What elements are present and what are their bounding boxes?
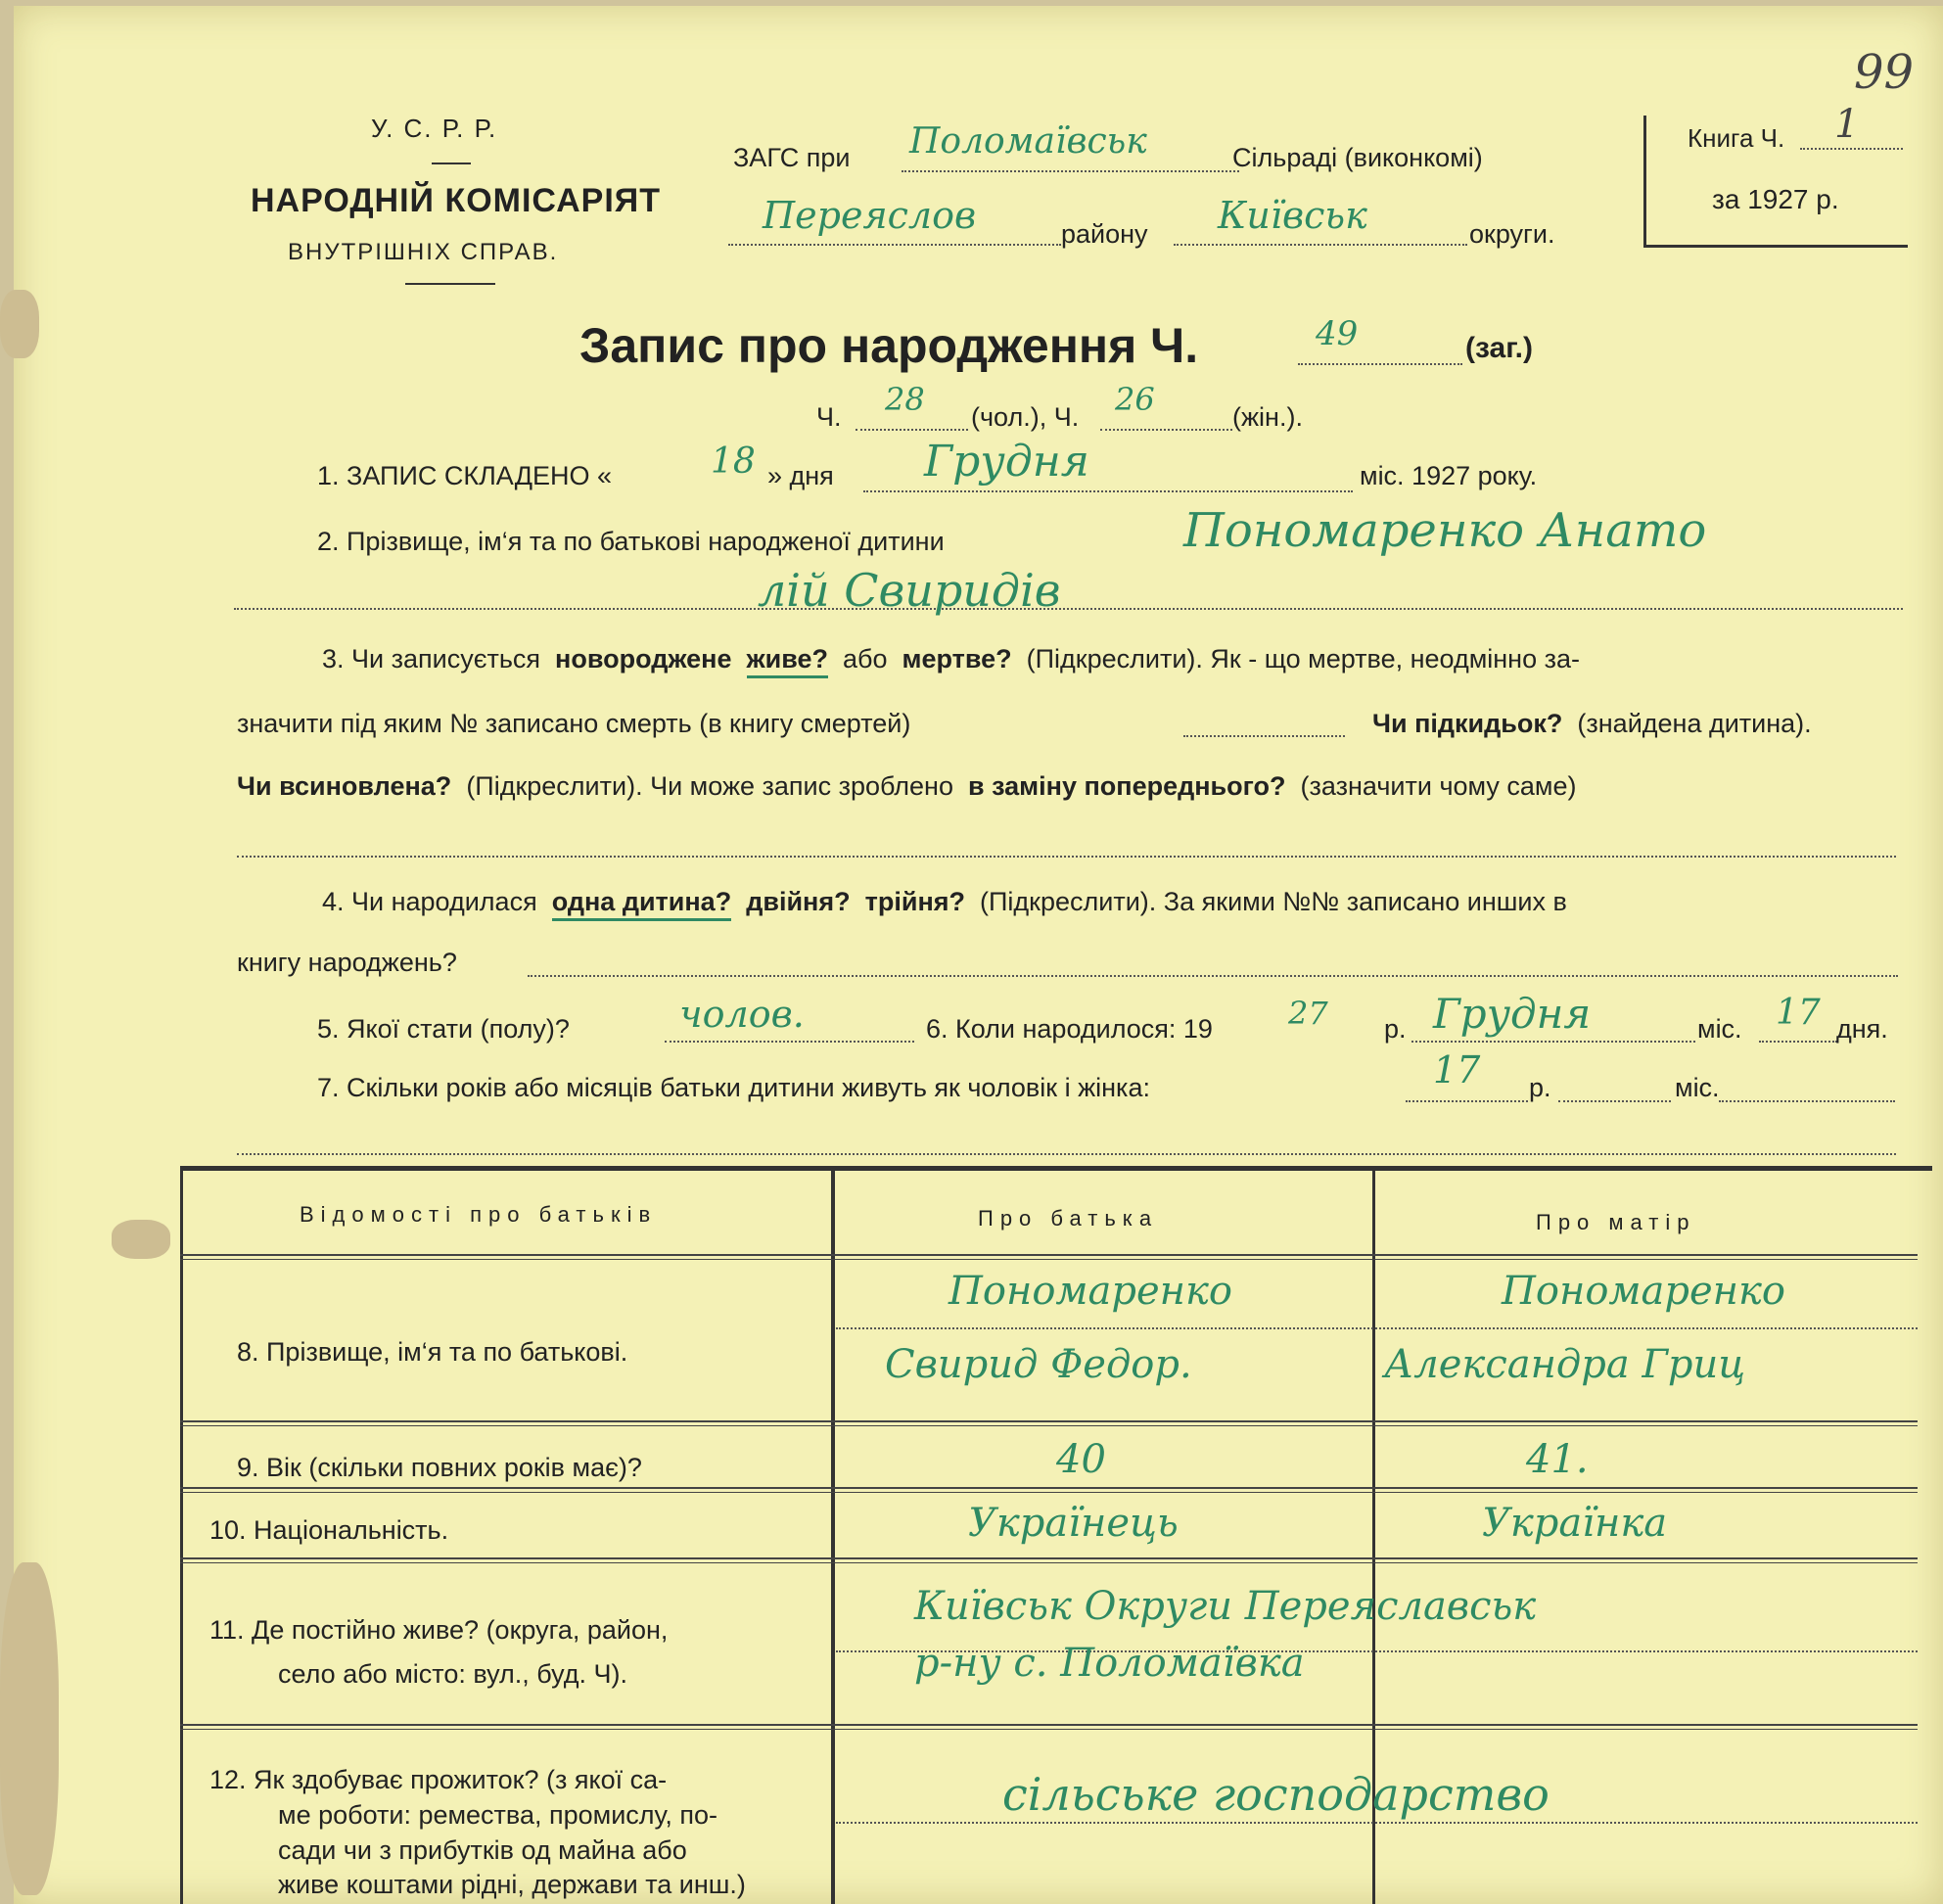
row11-label-line-1: 11. Де постійно живе? (округа, район, bbox=[209, 1615, 669, 1645]
q3-adopted: Чи всиновлена? bbox=[237, 771, 452, 801]
okrug-field bbox=[1174, 244, 1467, 246]
district-value: Переяслов bbox=[763, 194, 977, 237]
q3-t1: 3. Чи записується bbox=[322, 644, 541, 673]
q1-prefix: 1. ЗАПИС СКЛАДЕНО « bbox=[317, 461, 613, 490]
table-header-info: Відомості про батьків bbox=[300, 1202, 658, 1227]
q2-answer-field bbox=[234, 608, 1903, 610]
row10-father-nationality: Українець bbox=[968, 1501, 1179, 1546]
divider bbox=[432, 163, 471, 164]
q3-newborn: новороджене bbox=[555, 644, 732, 673]
table-header-mother: Про матір bbox=[1536, 1210, 1696, 1234]
q6-month-field bbox=[1411, 1041, 1695, 1043]
district-field bbox=[728, 244, 1061, 246]
divider bbox=[405, 283, 495, 285]
row11-label-line-2: село або місто: вул., буд. Ч). bbox=[278, 1659, 627, 1689]
q6-month: Грудня bbox=[1433, 990, 1592, 1038]
q7-months-suffix: міс. bbox=[1675, 1073, 1720, 1102]
row8-subline bbox=[836, 1327, 1918, 1329]
page-number: 99 bbox=[1854, 45, 1915, 100]
q1-suffix: міс. 1927 року. bbox=[1360, 461, 1538, 490]
paper-stain bbox=[112, 1220, 170, 1259]
book-year: за 1927 р. bbox=[1712, 184, 1839, 214]
q6-day: 17 bbox=[1776, 993, 1821, 1033]
q3-text-3 bbox=[1372, 709, 1812, 739]
row8-mother-line-2: Александра Гриц bbox=[1384, 1342, 1746, 1387]
row11-residence-line-1: Київськ Округи Переяславськ bbox=[914, 1584, 1537, 1629]
row8-label: 8. Прізвище, ім‘я та по батькові. bbox=[237, 1337, 628, 1367]
row12-label-line-3: сади чи з прибутків од майна або bbox=[278, 1835, 687, 1865]
council-suffix: Сільраді (виконкомі) bbox=[1232, 143, 1483, 172]
q3-text-2 bbox=[237, 709, 910, 739]
q3-t9: (знайдена дитина). bbox=[1577, 709, 1812, 738]
row11-residence-line-2: р-ну с. Поломаївка bbox=[914, 1641, 1305, 1686]
male-count-prefix: Ч. bbox=[816, 402, 842, 432]
q1-mid: » дня bbox=[767, 461, 834, 490]
row9-label: 9. Вік (скільки повних років має)? bbox=[237, 1453, 642, 1482]
q3-death-number-field bbox=[1183, 735, 1345, 737]
q5-answer-field bbox=[665, 1041, 914, 1043]
q6-day-field bbox=[1759, 1041, 1837, 1043]
q3-reason-field bbox=[237, 856, 1896, 858]
q1-month-field bbox=[863, 490, 1353, 492]
q1-month-value: Грудня bbox=[924, 437, 1089, 487]
male-count-value: 28 bbox=[885, 381, 925, 418]
q3-or: або bbox=[843, 644, 888, 673]
okrug-value: Київськ bbox=[1218, 194, 1367, 237]
paper-stain bbox=[0, 290, 39, 358]
q4-t5: (Підкреслити). За якими №№ записано инших в bbox=[980, 887, 1567, 916]
q4-triplets: трійня? bbox=[864, 887, 966, 916]
record-title-suffix: (заг.) bbox=[1465, 332, 1534, 364]
q7-months-field-end bbox=[1719, 1100, 1895, 1102]
birth-record-sheet bbox=[14, 6, 1943, 1904]
book-box-border bbox=[1643, 116, 1646, 248]
village-council-field bbox=[902, 170, 1239, 172]
village-council-value: Поломаївськ bbox=[909, 121, 1147, 162]
q6-day-suffix: дня. bbox=[1836, 1014, 1888, 1044]
record-number-field bbox=[1298, 363, 1462, 365]
district-label: району bbox=[1061, 219, 1148, 249]
table-row-divider bbox=[180, 1420, 1918, 1426]
q4-text-2: книгу народжень? bbox=[237, 948, 457, 977]
table-row-divider bbox=[180, 1487, 1918, 1493]
q4-twins: двійня? bbox=[746, 887, 851, 916]
okrug-label: округи. bbox=[1469, 219, 1555, 249]
ministry-name: НАРОДНІЙ КОМІСАРІЯТ bbox=[251, 182, 661, 219]
row8-mother-line-1: Пономаренко bbox=[1502, 1269, 1785, 1314]
table-column-divider bbox=[831, 1171, 835, 1904]
row12-occupation: сільське господарство bbox=[1002, 1768, 1550, 1821]
state-name: У. С. Р. Р. bbox=[371, 114, 498, 143]
q3-text-4 bbox=[237, 771, 1576, 802]
q7-years-suffix: р. bbox=[1529, 1073, 1551, 1102]
book-number-value: 1 bbox=[1834, 102, 1860, 147]
q3-dead: мертве? bbox=[902, 644, 1012, 673]
q5-answer: чолов. bbox=[679, 993, 805, 1036]
q3-text-1 bbox=[322, 644, 1580, 674]
record-title: Запис про народження Ч. bbox=[579, 318, 1199, 373]
record-number-value: 49 bbox=[1316, 314, 1359, 353]
q3-t11: (Підкреслити). Чи може запис зроблено bbox=[466, 771, 953, 801]
q5-question: 5. Якої стати (полу)? bbox=[317, 1014, 570, 1044]
q4-text-1 bbox=[322, 887, 1567, 917]
q3-t7: значити під яким № записано смерть (в книгу смертей) bbox=[237, 709, 911, 738]
female-count-field bbox=[1100, 429, 1232, 431]
row12-label-line-2: ме роботи: ремества, промислу, по- bbox=[278, 1800, 717, 1830]
table-row-divider bbox=[180, 1557, 1918, 1563]
male-count-field bbox=[856, 429, 968, 431]
q7-extra-field bbox=[237, 1153, 1896, 1155]
row10-label: 10. Національність. bbox=[209, 1515, 449, 1545]
table-header-father: Про батька bbox=[978, 1206, 1159, 1231]
q7-months-field bbox=[1558, 1100, 1671, 1102]
row9-father-age: 40 bbox=[1056, 1437, 1106, 1482]
female-count-suffix: (жін.). bbox=[1232, 402, 1303, 432]
q7-years-field bbox=[1406, 1100, 1528, 1102]
row8-father-line-1: Пономаренко bbox=[948, 1269, 1232, 1314]
q2-answer-line-1: Пономаренко Анато bbox=[1183, 503, 1707, 558]
q3-alive-underlined: живе? bbox=[747, 644, 829, 678]
q3-t13: (зазначити чому саме) bbox=[1300, 771, 1577, 801]
q3-foundling: Чи підкидьок? bbox=[1372, 709, 1563, 738]
row12-label-line-1: 12. Як здобуває прожиток? (з якої са- bbox=[209, 1765, 668, 1794]
q6-year: 27 bbox=[1288, 995, 1328, 1032]
table-row-divider bbox=[180, 1724, 1918, 1730]
q3-t6: (Підкреслити). Як - що мертве, неодмінно за- bbox=[1026, 644, 1580, 673]
q6-question: 6. Коли народилося: 19 bbox=[926, 1014, 1213, 1044]
female-count-value: 26 bbox=[1115, 381, 1155, 418]
row9-mother-age: 41. bbox=[1526, 1437, 1589, 1482]
row12-subline bbox=[836, 1822, 1918, 1824]
q4-numbers-field bbox=[528, 975, 1898, 977]
book-box-border bbox=[1643, 245, 1908, 248]
q3-replacement: в заміну попереднього? bbox=[968, 771, 1286, 801]
book-label: Книга Ч. bbox=[1688, 123, 1785, 153]
q6-year-suffix: р. bbox=[1384, 1014, 1407, 1044]
row10-mother-nationality: Українка bbox=[1482, 1501, 1668, 1546]
ministry-department: ВНУТРІШНІХ СПРАВ. bbox=[288, 239, 559, 265]
q6-month-suffix: міс. bbox=[1697, 1014, 1742, 1044]
zags-prefix: ЗАГС при bbox=[733, 143, 851, 172]
q2-question: 2. Прізвище, ім‘я та по батькові народженої дитини bbox=[317, 527, 945, 556]
table-row-divider bbox=[180, 1254, 1918, 1260]
book-number-field bbox=[1800, 148, 1903, 150]
row12-label-line-4: живе коштами рідні, держави та инш.) bbox=[278, 1870, 746, 1899]
paper-stain bbox=[0, 1562, 59, 1895]
male-count-suffix: (чол.), Ч. bbox=[971, 402, 1080, 432]
table-border-left bbox=[180, 1166, 183, 1904]
q7-question: 7. Скільки років або місяців батьки дитини живуть як чоловік і жінка: bbox=[317, 1073, 1150, 1102]
q4-t1: 4. Чи народилася bbox=[322, 887, 537, 916]
q1-day-value: 18 bbox=[711, 441, 756, 482]
row8-father-line-2: Свирид Федор. bbox=[885, 1342, 1192, 1387]
q2-answer-line-2: лій Свиридів bbox=[758, 564, 1061, 617]
q4-single-underlined: одна дитина? bbox=[552, 887, 731, 921]
table-border-top bbox=[180, 1166, 1932, 1171]
q7-years: 17 bbox=[1433, 1048, 1481, 1091]
